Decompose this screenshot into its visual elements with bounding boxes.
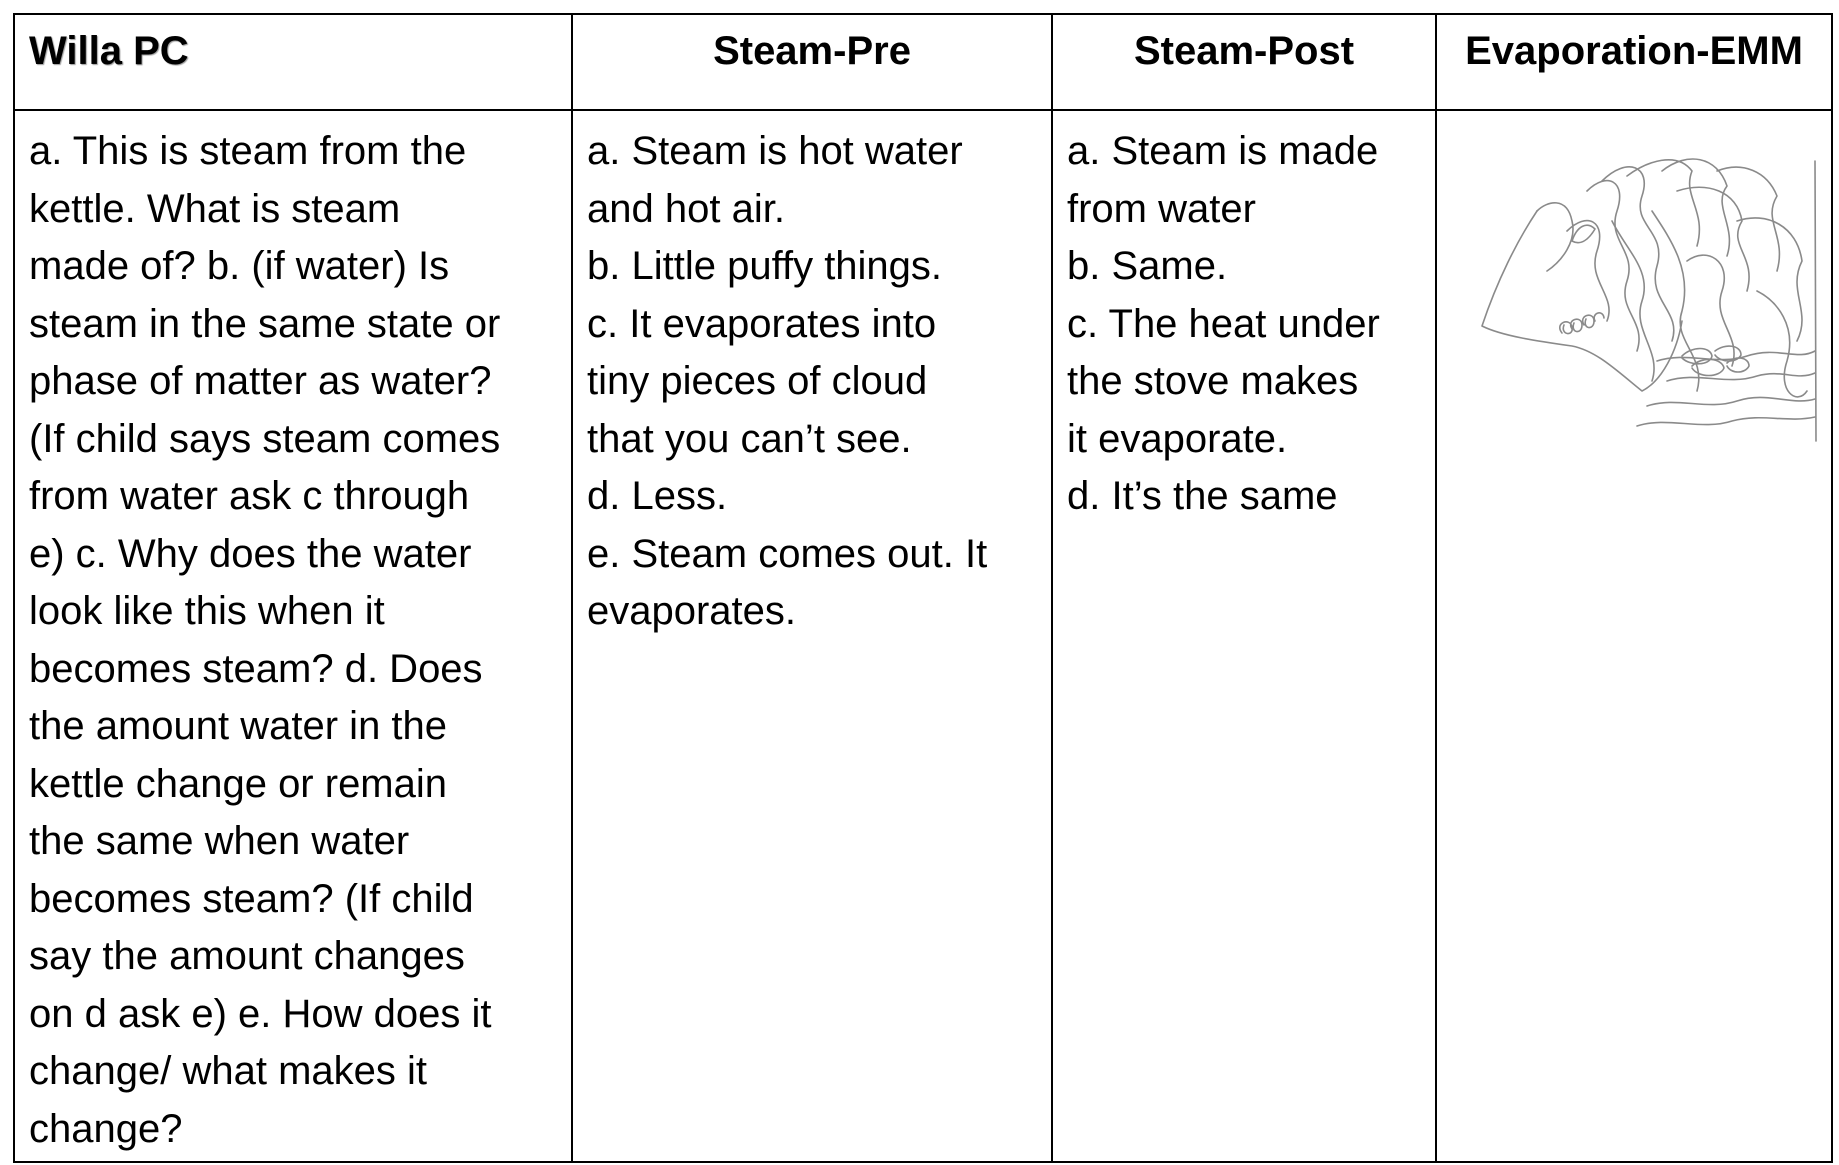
text-line: from water ask c through <box>29 474 470 518</box>
table-row <box>14 110 1832 1162</box>
text-line: becomes steam? d. Does <box>29 646 483 691</box>
text-line: that you can’t see. <box>587 416 912 461</box>
text-line: becomes steam? (If child <box>29 876 474 921</box>
header-row <box>14 14 1832 110</box>
question-text <box>29 123 559 1158</box>
header-willa-pc: Willa PC <box>14 14 572 110</box>
text-line: e) c. Why does the water <box>29 531 472 576</box>
text-line: from water <box>1067 186 1256 231</box>
text-line: c. The heat under <box>1067 301 1380 346</box>
text-line: look like this when it <box>29 589 385 633</box>
text-line: d. It’s the same <box>1067 474 1338 518</box>
header-evaporation-emm: Evaporation-EMM <box>1436 14 1832 110</box>
text-line: the stove makes <box>1067 359 1359 403</box>
text-line: the same when water <box>29 819 410 863</box>
interview-table <box>13 13 1833 1163</box>
steam-pre-text <box>587 123 1039 641</box>
text-line: b. Same. <box>1067 244 1228 288</box>
question-cell <box>14 110 572 1162</box>
text-line: and hot air. <box>587 186 785 231</box>
text-line: kettle change or remain <box>29 761 448 806</box>
text-line: e. Steam comes out. It <box>587 531 988 576</box>
text-line: phase of matter as water? <box>29 359 492 403</box>
text-line: change/ what makes it <box>29 1049 427 1093</box>
emm-cell <box>1436 110 1832 1162</box>
text-line: (If child says steam comes <box>29 416 501 461</box>
text-line: made of? b. (if water) Is <box>29 244 450 288</box>
text-line: kettle. What is steam <box>29 186 401 231</box>
text-line: tiny pieces of cloud <box>587 359 928 403</box>
text-line: it evaporate. <box>1067 416 1288 461</box>
header-steam-post: Steam-Post <box>1052 14 1436 110</box>
text-line: steam in the same state or <box>29 301 501 346</box>
text-line: d. Less. <box>587 474 728 518</box>
steam-post-text <box>1067 123 1423 526</box>
text-line: change? <box>29 1106 183 1151</box>
text-line: c. It evaporates into <box>587 301 937 346</box>
steam-post-cell <box>1052 110 1436 1162</box>
text-line: on d ask e) e. How does it <box>29 991 492 1036</box>
text-line: the amount water in the <box>29 704 448 748</box>
text-line: evaporates. <box>587 589 797 633</box>
text-line: a. Steam is made <box>1067 129 1379 173</box>
header-steam-pre: Steam-Pre <box>572 14 1052 110</box>
text-line: a. Steam is hot water <box>587 129 963 173</box>
text-line: say the amount changes <box>29 934 465 978</box>
steam-pre-cell <box>572 110 1052 1162</box>
child-pencil-drawing-icon <box>1477 151 1822 451</box>
text-line: a. This is steam from the <box>29 129 467 173</box>
text-line: b. Little puffy things. <box>587 244 943 288</box>
